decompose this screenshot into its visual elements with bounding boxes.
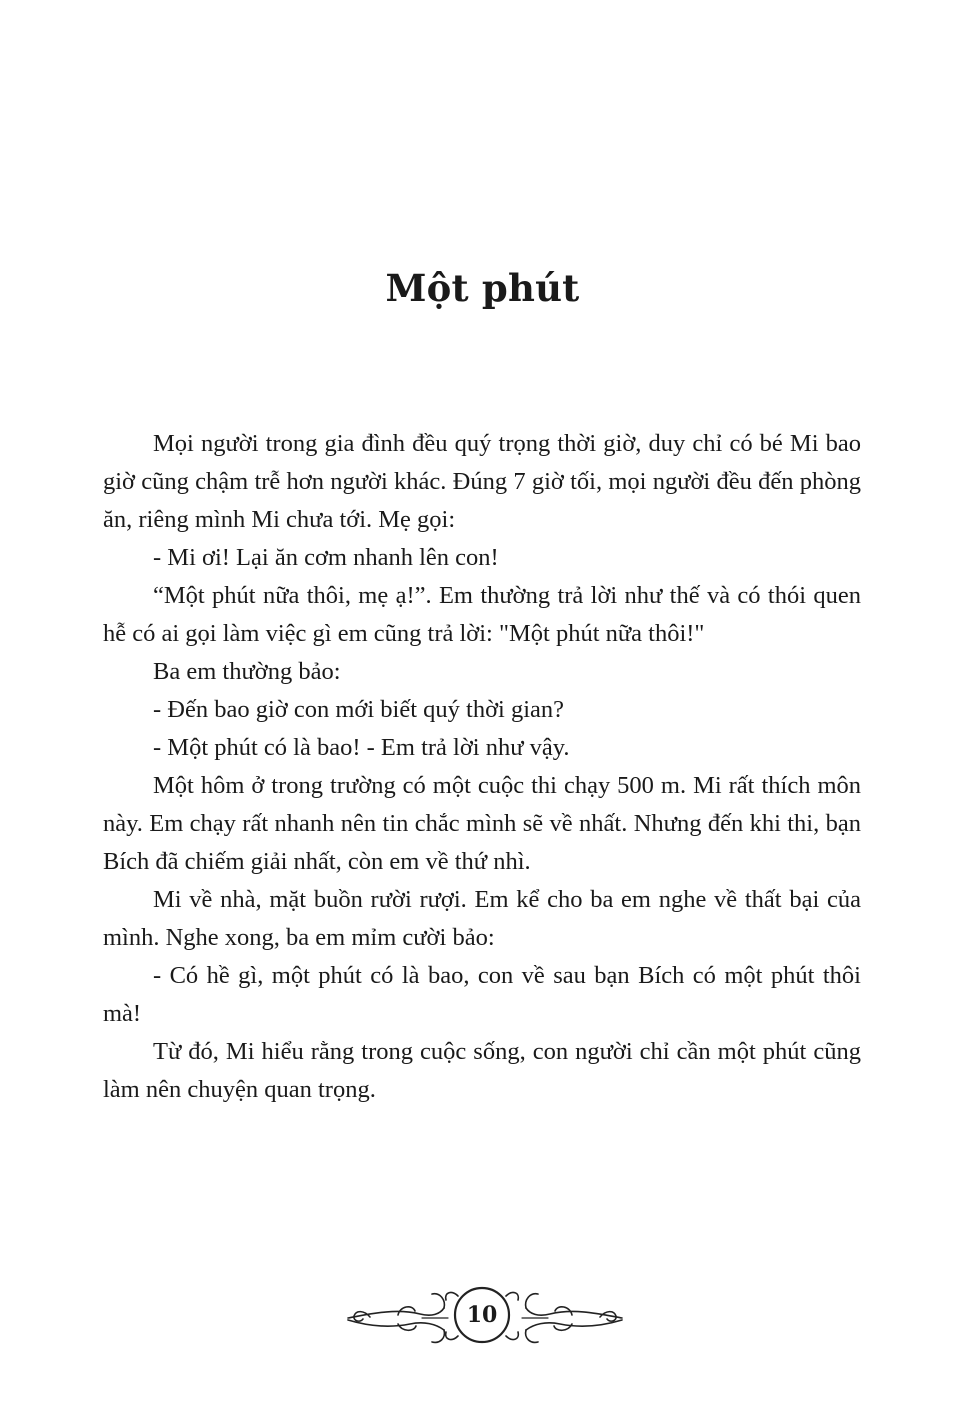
paragraph: Mọi người trong gia đình đều quý trọng thời giờ, duy chỉ có bé Mi bao giờ cũng chậm trễ hơn người khác. Đúng 7 giờ tối, mọi người đều đến phòng ăn, riêng mình Mi chưa tới. Mẹ gọi: (103, 430, 861, 533)
paragraph: - Có hề gì, một phút có là bao, con về sau bạn Bích có một phút thôi mà! (103, 962, 861, 1027)
paragraph: Một hôm ở trong trường có một cuộc thi chạy 500 m. Mi rất thích môn này. Em chạy rất nhanh nên tin chắc mình sẽ về nhất. Nhưng đến khi thi, bạn Bích đã chiếm giải nhất, còn em về thứ nhì. (103, 772, 861, 875)
page-number: 10 (466, 1302, 498, 1328)
paragraph: “Một phút nữa thôi, mẹ ạ!”. Em thường trả lời như thế và có thói quen hễ có ai gọi làm việc gì em cũng trả lời: "Một phút nữa thôi!" (103, 582, 861, 647)
paragraph: Từ đó, Mi hiểu rằng trong cuộc sống, con người chỉ cần một phút cũng làm nên chuyện quan trọng. (103, 1038, 861, 1103)
page-title: Một phút (385, 266, 580, 310)
story-body (103, 425, 861, 1109)
paragraph: - Một phút có là bao! - Em trả lời như vậy. (153, 734, 570, 761)
paragraph: - Đến bao giờ con mới biết quý thời gian? (153, 696, 565, 723)
paragraph: Ba em thường bảo: (153, 658, 341, 685)
paragraph: - Mi ơi! Lại ăn cơm nhanh lên con! (153, 544, 499, 571)
paragraph: Mi về nhà, mặt buồn rười rượi. Em kể cho ba em nghe về thất bại của mình. Nghe xong, ba em mỉm cười bảo: (103, 886, 861, 951)
